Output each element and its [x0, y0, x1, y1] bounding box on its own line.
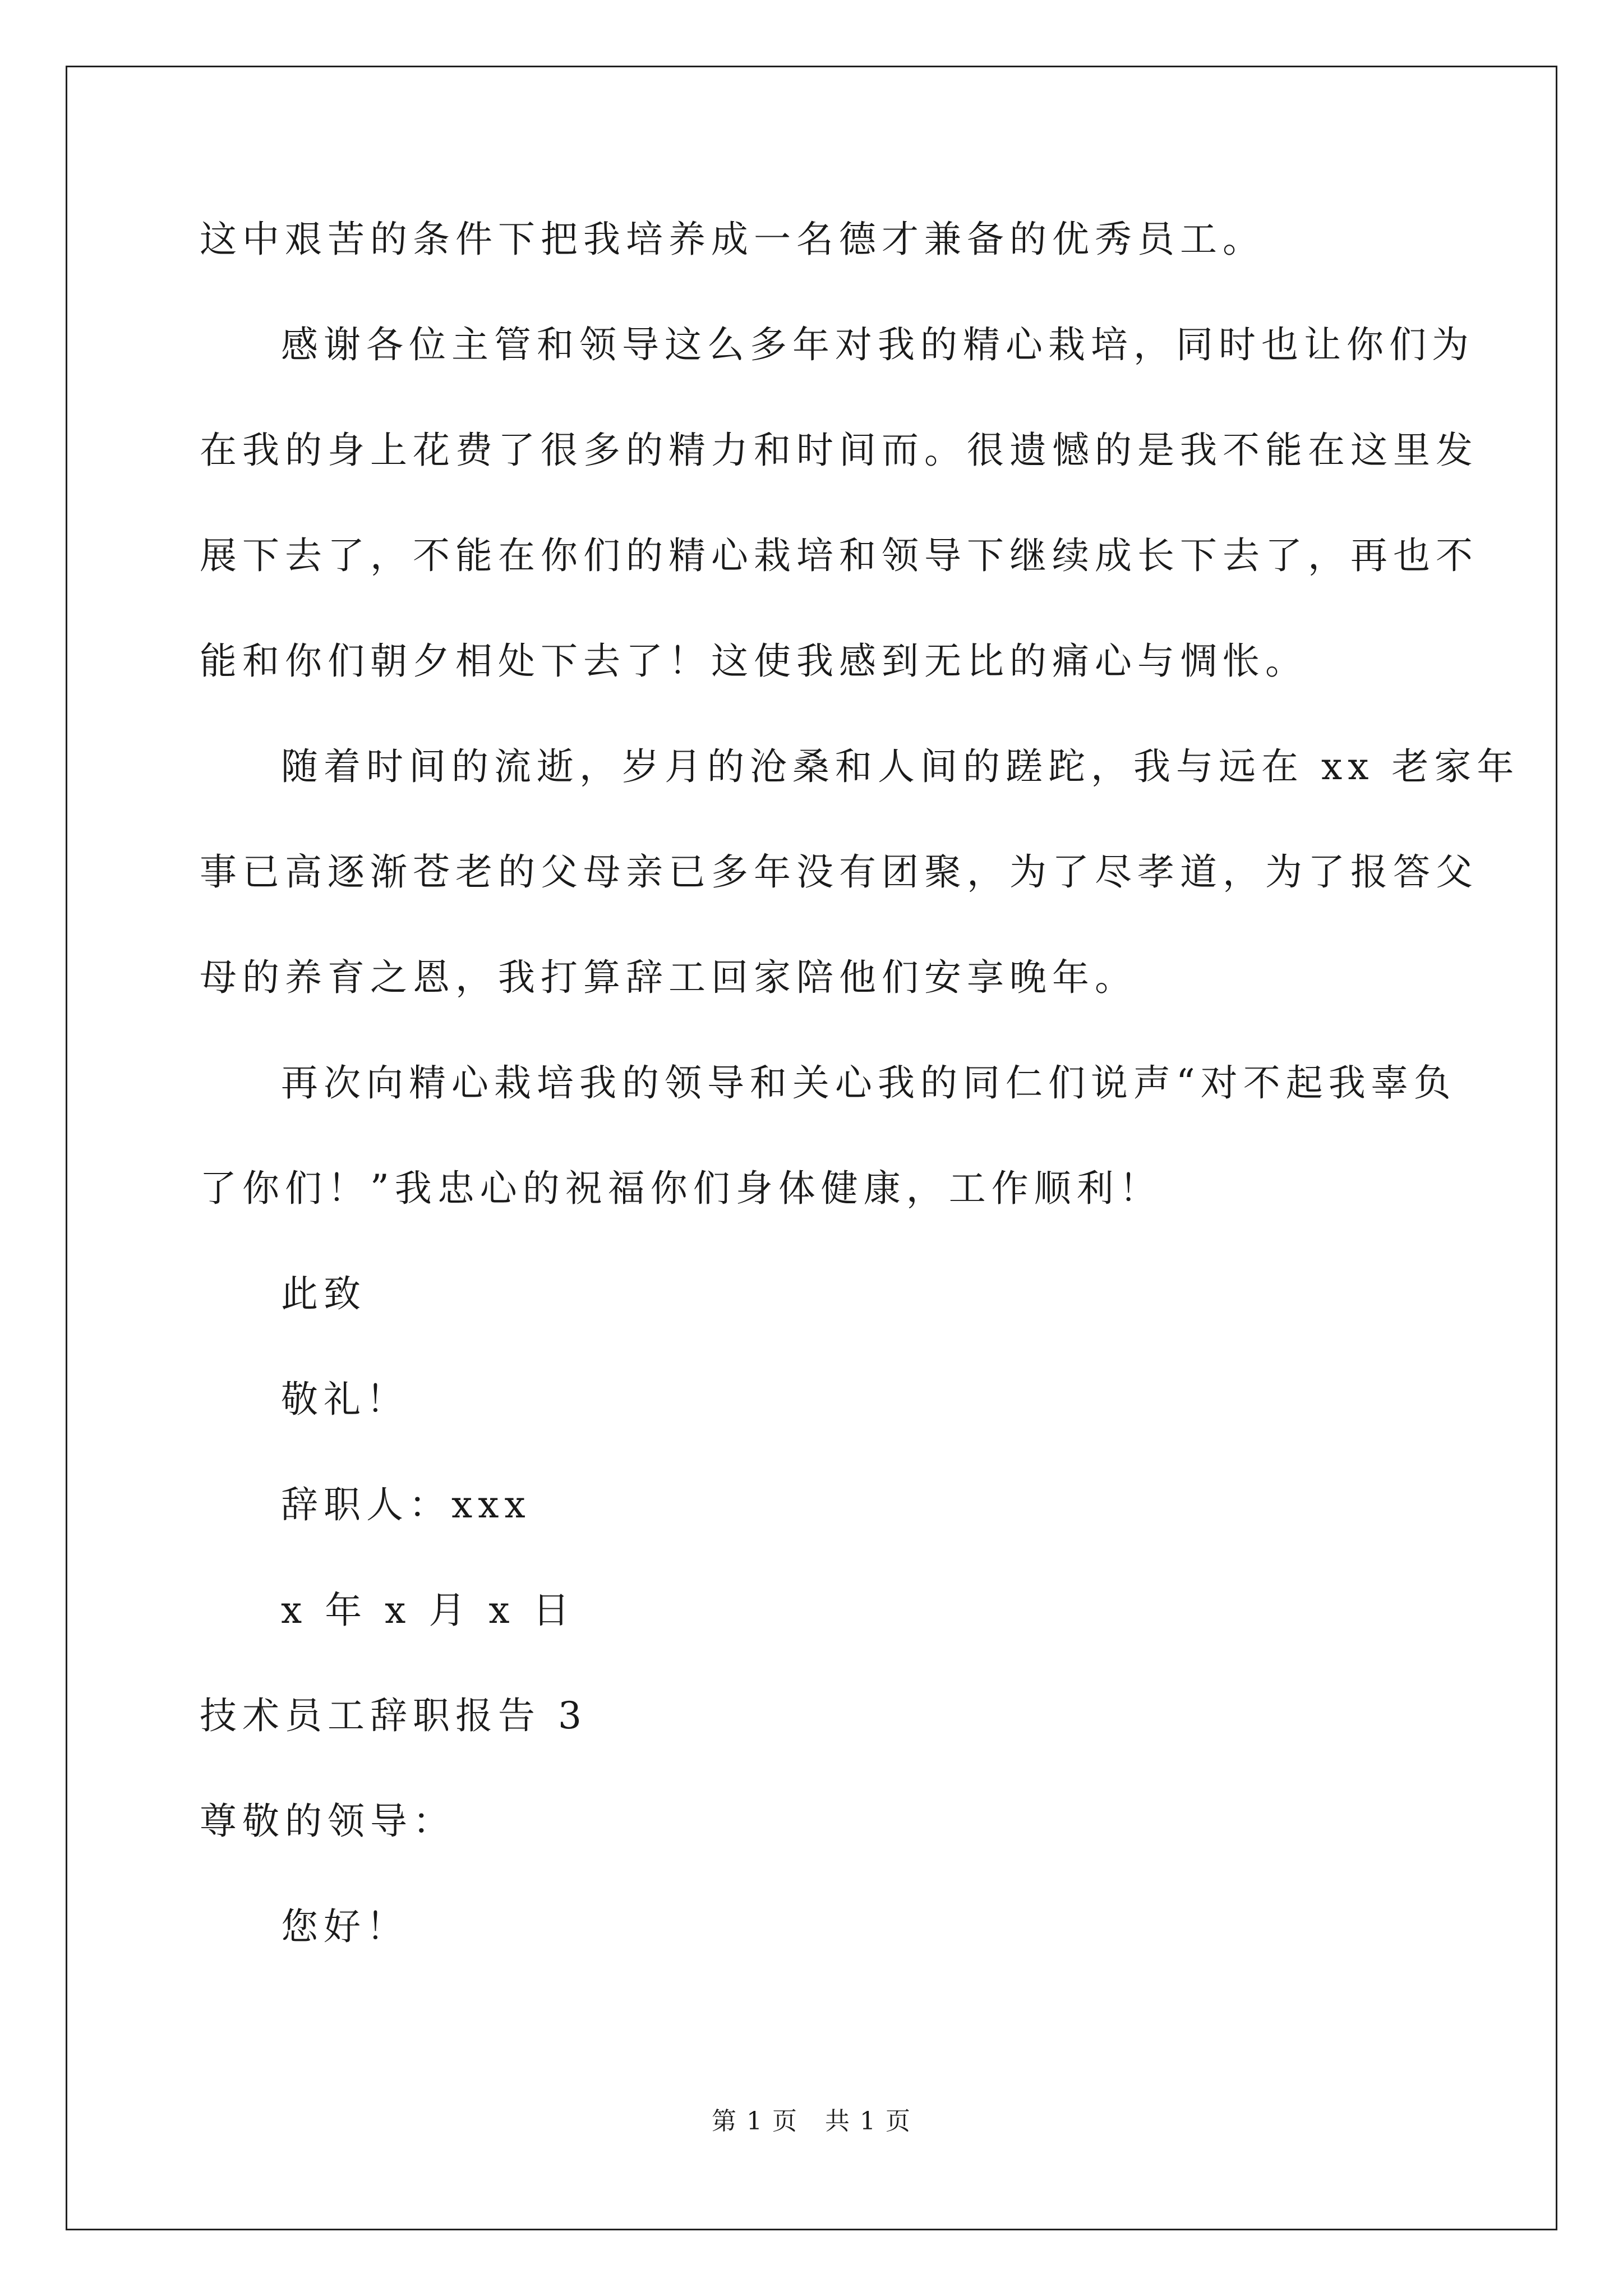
greeting: 您好！ [281, 1905, 409, 1948]
page-number-total: 共 1 页 [825, 2107, 911, 2136]
section-heading: 技术员工辞职报告 3 [200, 1694, 587, 1737]
greeting-addressee: 尊敬的领导： [200, 1800, 455, 1843]
text-line: 展下去了，不能在你们的精心栽培和领导下继续成长下去了，再也不 [200, 534, 1478, 577]
closing-regards: 敬礼！ [281, 1378, 409, 1421]
page-number-current: 第 1 页 [712, 2107, 798, 2136]
text-line: 母的养育之恩，我打算辞工回家陪他们安享晚年。 [200, 956, 1137, 999]
closing-salutation: 此致 [281, 1272, 366, 1315]
paragraph-start-line: 再次向精心栽培我的领导和关心我的同仁们说声“对不起我辜负 [281, 1061, 1456, 1105]
text-line: 能和你们朝夕相处下去了！这使我感到无比的痛心与惆怅。 [200, 639, 1308, 683]
text-line: 在我的身上花费了很多的精力和时间而。很遗憾的是我不能在这里发 [200, 429, 1478, 472]
page-footer [0, 2105, 1623, 2138]
paragraph-start-line: 随着时间的流逝，岁月的沧桑和人间的蹉跎，我与远在 xx 老家年 [281, 745, 1520, 788]
signature-date: x 年 x 月 x 日 [281, 1589, 575, 1632]
signature-name: 辞职人：xxx [281, 1483, 531, 1526]
document-body [200, 213, 1520, 2006]
text-line: 事已高逐渐苍老的父母亲已多年没有团聚，为了尽孝道，为了报答父 [200, 850, 1478, 894]
text-line: 这中艰苦的条件下把我培养成一名德才兼备的优秀员工。 [200, 218, 1265, 261]
text-line: 了你们！”我忠心的祝福你们身体健康，工作顺利！ [200, 1167, 1162, 1210]
paragraph-start-line: 感谢各位主管和领导这么多年对我的精心栽培，同时也让你们为 [281, 323, 1474, 366]
